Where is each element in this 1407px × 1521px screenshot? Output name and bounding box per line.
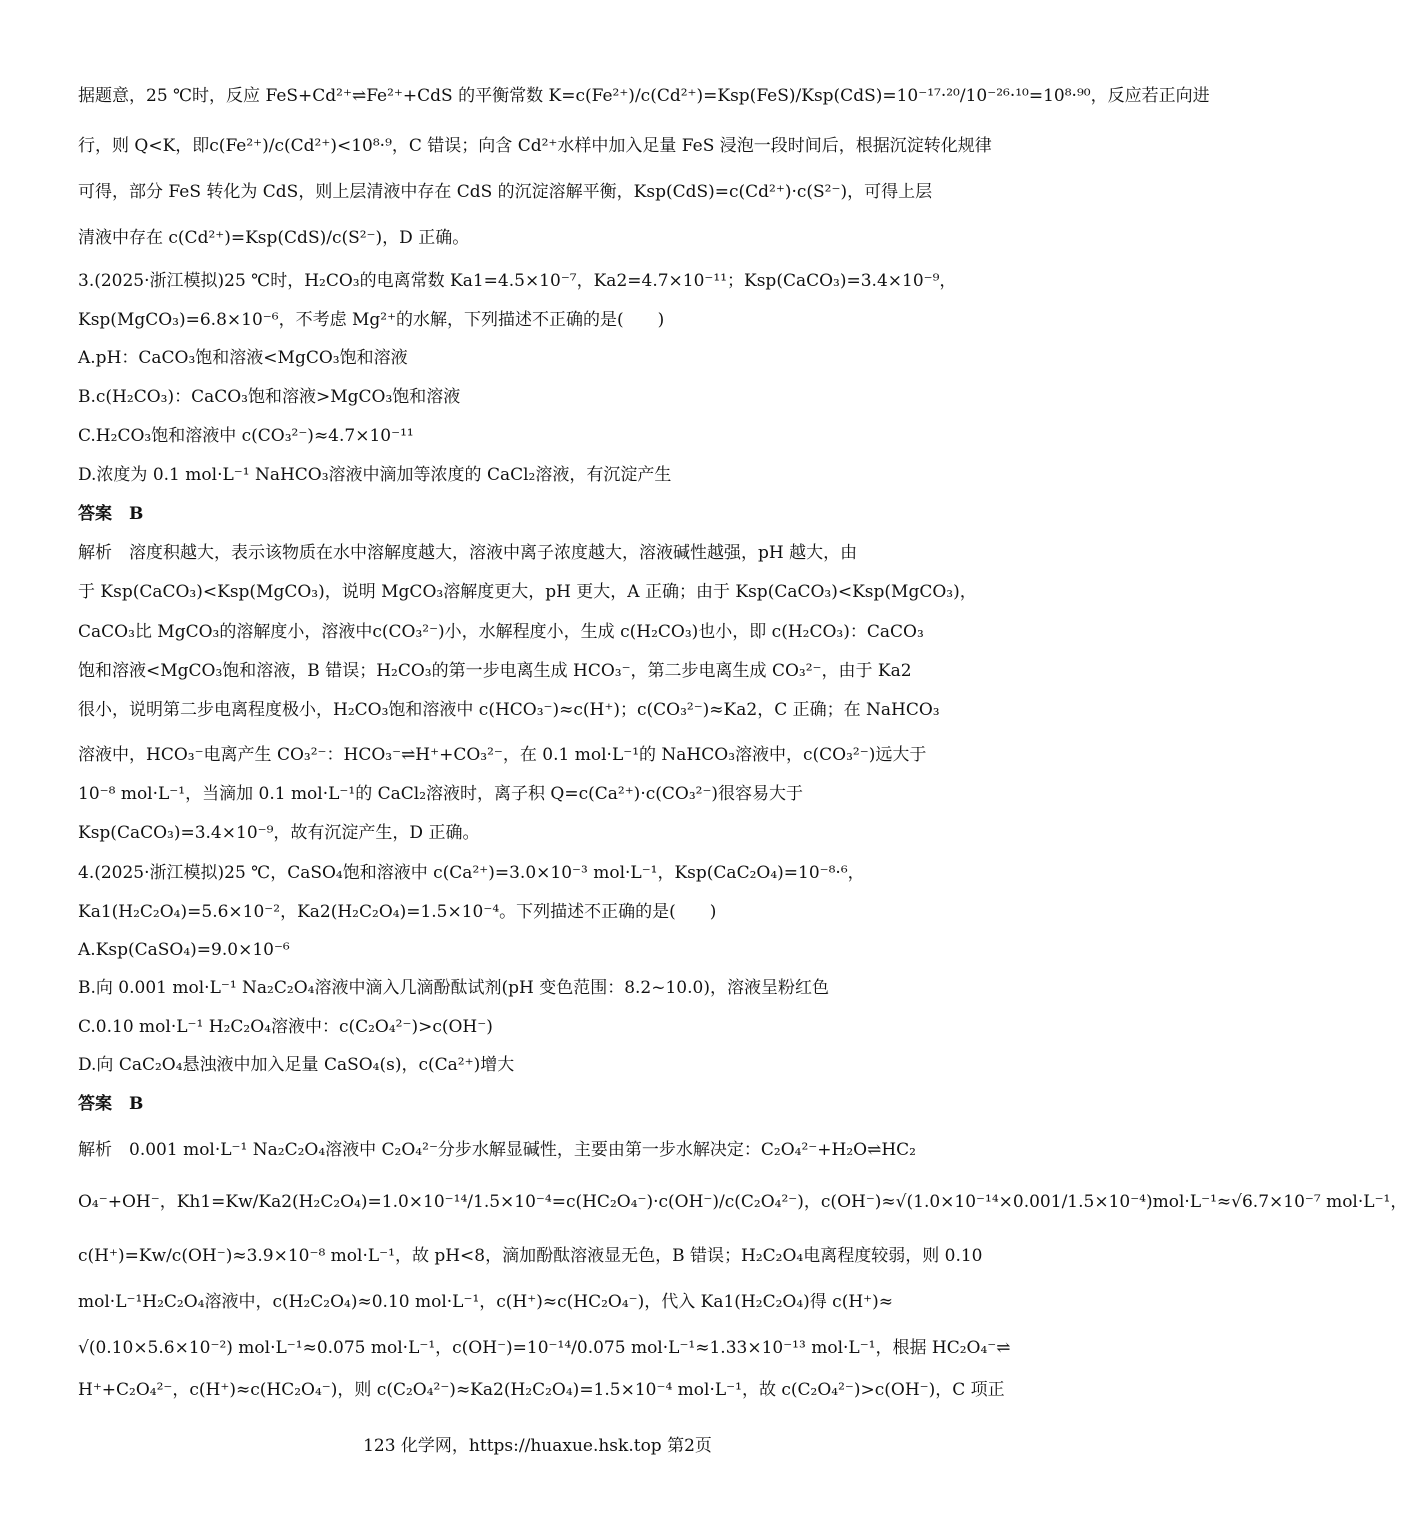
analysis-text: CaCO₃比 MgCO₃的溶解度小，溶液中c(CO₃²⁻)小，水解程度小，生成 c(H₂CO₃)也小，即 c(H₂CO₃)：CaCO₃ xyxy=(78,622,924,642)
option-d: D.浓度为 0.1 mol·L⁻¹ NaHCO₃溶液中滴加等浓度的 CaCl₂溶液，有沉淀产生 xyxy=(78,465,672,485)
analysis-text: H⁺+C₂O₄²⁻，c(H⁺)≈c(HC₂O₄⁻)，则 c(C₂O₄²⁻)≈Ka2(H₂C₂O₄)=1.5×10⁻⁴ mol·L⁻¹，故 c(C₂O₄²⁻)>c(OH⁻)，C 项正 xyxy=(78,1380,1005,1400)
analysis-text: 解析 0.001 mol·L⁻¹ Na₂C₂O₄溶液中 C₂O₄²⁻分步水解显碱性，主要由第一步水解决定：C₂O₄²⁻+H₂O⇌HC₂ xyxy=(78,1140,916,1160)
option-d: D.向 CaC₂O₄悬浊液中加入足量 CaSO₄(s)，c(Ca²⁺)增大 xyxy=(78,1055,515,1075)
option-a: A.pH：CaCO₃饱和溶液<MgCO₃饱和溶液 xyxy=(78,348,408,368)
analysis-text: c(H⁺)=Kw/c(OH⁻)≈3.9×10⁻⁸ mol·L⁻¹，故 pH<8，滴加酚酞溶液显无色，B 错误；H₂C₂O₄电离程度较弱，则 0.10 xyxy=(78,1246,983,1266)
analysis-text: √(0.10×5.6×10⁻²) mol·L⁻¹≈0.075 mol·L⁻¹，c(OH⁻)=10⁻¹⁴/0.075 mol·L⁻¹≈1.33×10⁻¹³ mol·L⁻¹，根据 HC₂O₄⁻⇌ xyxy=(78,1338,1011,1358)
question-4-stem: Ka1(H₂C₂O₄)=5.6×10⁻²，Ka2(H₂C₂O₄)=1.5×10⁻⁴。下列描述不正确的是( ) xyxy=(78,902,717,922)
question-3-stem: Ksp(MgCO₃)=6.8×10⁻⁶，不考虑 Mg²⁺的水解，下列描述不正确的是( ) xyxy=(78,310,665,330)
option-b: B.向 0.001 mol·L⁻¹ Na₂C₂O₄溶液中滴入几滴酚酞试剂(pH 变色范围：8.2~10.0)，溶液呈粉红色 xyxy=(78,978,829,998)
analysis-text: 解析 溶度积越大，表示该物质在水中溶解度越大，溶液中离子浓度越大，溶液碱性越强，pH 越大，由 xyxy=(78,543,858,563)
page-footer: 123 化学网，https://huaxue.hsk.top 第2页 xyxy=(363,1436,712,1456)
analysis-text: O₄⁻+OH⁻，Kh1=Kw/Ka2(H₂C₂O₄)=1.0×10⁻¹⁴/1.5×10⁻⁴=c(HC₂O₄⁻)·c(OH⁻)/c(C₂O₄²⁻)，c(OH⁻)≈√(1.0×10⁻¹⁴×0.001/1.5×10⁻⁴)mol·L⁻¹≈√6.7×10⁻⁷ mol·L⁻¹， xyxy=(78,1192,1407,1212)
text-line: 清液中存在 c(Cd²⁺)=Ksp(CdS)/c(S²⁻)，D 正确。 xyxy=(78,228,470,248)
option-c: C.H₂CO₃饱和溶液中 c(CO₃²⁻)≈4.7×10⁻¹¹ xyxy=(78,426,414,446)
answer-line: 答案 B xyxy=(78,1094,144,1114)
analysis-text: 饱和溶液<MgCO₃饱和溶液，B 错误；H₂CO₃的第一步电离生成 HCO₃⁻，第二步电离生成 CO₃²⁻，由于 Ka2 xyxy=(78,661,912,681)
question-3-stem: 3.(2025·浙江模拟)25 ℃时，H₂CO₃的电离常数 Ka1=4.5×10⁻⁷，Ka2=4.7×10⁻¹¹；Ksp(CaCO₃)=3.4×10⁻⁹， xyxy=(78,271,957,291)
analysis-text: 于 Ksp(CaCO₃)<Ksp(MgCO₃)，说明 MgCO₃溶解度更大，pH 更大，A 正确；由于 Ksp(CaCO₃)<Ksp(MgCO₃)， xyxy=(78,582,977,602)
analysis-text: mol·L⁻¹H₂C₂O₄溶液中，c(H₂C₂O₄)≈0.10 mol·L⁻¹，c(H⁺)≈c(HC₂O₄⁻)，代入 Ka1(H₂C₂O₄)得 c(H⁺)≈ xyxy=(78,1292,894,1312)
text-line: 据题意，25 ℃时，反应 FeS+Cd²⁺⇌Fe²⁺+CdS 的平衡常数 K=c(Fe²⁺)/c(Cd²⁺)=Ksp(FeS)/Ksp(CdS)=10⁻¹⁷·²⁰/10⁻²⁶·¹⁰=10⁸·⁹⁰，反应若正向进 xyxy=(78,86,1210,106)
question-4-stem: 4.(2025·浙江模拟)25 ℃，CaSO₄饱和溶液中 c(Ca²⁺)=3.0×10⁻³ mol·L⁻¹，Ksp(CaC₂O₄)=10⁻⁸·⁶， xyxy=(78,863,865,883)
analysis-text: 溶液中，HCO₃⁻电离产生 CO₃²⁻：HCO₃⁻⇌H⁺+CO₃²⁻，在 0.1 mol·L⁻¹的 NaHCO₃溶液中，c(CO₃²⁻)远大于 xyxy=(78,745,927,765)
option-a: A.Ksp(CaSO₄)=9.0×10⁻⁶ xyxy=(78,940,290,960)
analysis-text: Ksp(CaCO₃)=3.4×10⁻⁹，故有沉淀产生，D 正确。 xyxy=(78,823,480,843)
option-c: C.0.10 mol·L⁻¹ H₂C₂O₄溶液中：c(C₂O₄²⁻)>c(OH⁻) xyxy=(78,1017,493,1037)
analysis-text: 很小，说明第二步电离程度极小，H₂CO₃饱和溶液中 c(HCO₃⁻)≈c(H⁺)；c(CO₃²⁻)≈Ka2，C 正确；在 NaHCO₃ xyxy=(78,700,940,720)
answer-line: 答案 B xyxy=(78,504,144,524)
option-b: B.c(H₂CO₃)：CaCO₃饱和溶液>MgCO₃饱和溶液 xyxy=(78,387,461,407)
analysis-text: 10⁻⁸ mol·L⁻¹，当滴加 0.1 mol·L⁻¹的 CaCl₂溶液时，离子积 Q=c(Ca²⁺)·c(CO₃²⁻)很容易大于 xyxy=(78,784,804,804)
text-line: 行，则 Q<K，即c(Fe²⁺)/c(Cd²⁺)<10⁸·⁹，C 错误；向含 Cd²⁺水样中加入足量 FeS 浸泡一段时间后，根据沉淀转化规律 xyxy=(78,136,992,156)
text-line: 可得，部分 FeS 转化为 CdS，则上层清液中存在 CdS 的沉淀溶解平衡，Ksp(CdS)=c(Cd²⁺)·c(S²⁻)，可得上层 xyxy=(78,182,933,202)
